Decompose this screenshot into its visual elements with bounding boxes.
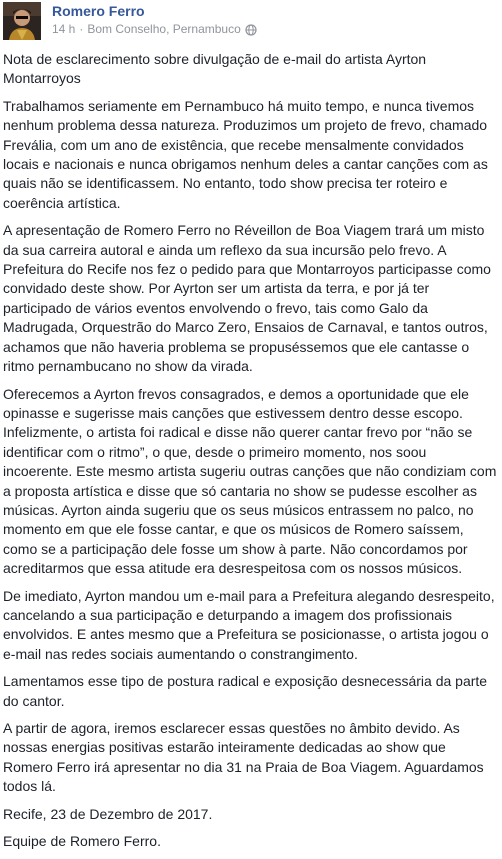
post-paragraph: Oferecemos a Ayrton frevos consagrados, e demos a oportunidade que ele opinasse e sugerisse mais canções que estivessem dentro desse escopo. Infelizmente, o artista foi radical e disse não querer cantar frevo por “não se identificar com o ritmo”, o que, desde o primeiro momento, nos soou incoerente. Este mesmo artista sugeriu outras canções que não condiziam com a proposta artística e disse que só cantaria no show se pudesse escolher as músicas. Ayrton ainda sugeriu que os seus músicos entrassem no palco, no momento em que ele fosse cantar, e que os músicos de Romero saíssem, como se a participação dele fosse um show à parte. Não concordamos por acreditarmos que essa atitude era desrespeitosa com os nossos músicos. <box>3 385 497 577</box>
post-header <box>0 0 502 44</box>
post-paragraph: Lamentamos esse tipo de postura radical e exposição desnecessária da parte do cantor. <box>3 673 488 709</box>
avatar-image <box>3 2 41 40</box>
post-paragraph: A partir de agora, iremos esclarecer essas questões no âmbito devido. As nossas energias positivas estarão inteiramente dedicadas ao show que Romero Ferro irá apresentar no dia 31 na Praia de Boa Viagem. Aguardamos todos lá. <box>3 720 484 795</box>
post-timestamp[interactable]: 14 h <box>52 22 76 36</box>
post-location-link[interactable]: Bom Conselho, Pernambuco <box>87 22 241 36</box>
meta-separator: · <box>79 22 84 36</box>
avatar[interactable] <box>3 2 41 40</box>
post-body <box>3 50 499 859</box>
post-paragraph: Trabalhamos seriamente em Pernambuco há muito tempo, e nunca tivemos nenhum problema dessa natureza. Produzimos um projeto de frevo, chamado Frevália, com um ano de existência, que recebe mensalmente convidados locais e nacionais e nunca obrigamos nenhum deles a cantar canções com as quais não se identificassem. No entanto, todo show precisa ter roteiro e coerência artística. <box>3 97 488 211</box>
post-paragraph: Nota de esclarecimento sobre divulgação de e-mail do artista Ayrton Montarroyos <box>3 51 427 87</box>
post-paragraph: De imediato, Ayrton mandou um e-mail para a Prefeitura alegando desrespeito, cancelando a sua participação e deturpando a imagem dos profissionais envolvidos. E antes mesmo que a Prefeitura se posicionasse, o artista jogou o e-mail nas redes sociais aumentando o constrangimento. <box>3 587 495 662</box>
globe-icon[interactable] <box>245 24 257 36</box>
post-paragraph: A apresentação de Romero Ferro no Réveillon de Boa Viagem trará um misto da sua carreira autoral e ainda um reflexo da sua incursão pelo frevo. A Prefeitura do Recife nos fez o pedido para que Montarroyos participasse como convidado deste show. Por Ayrton ser um artista da terra, e por já ter participado de vários eventos envolvendo o frevo, tais como Galo da Madrugada, Orquestrão do Marco Zero, Ensaios de Carnaval, e tantos outros, achamos que não haveria problema se propuséssemos que ele cantasse o ritmo pernambucano no show da virada. <box>3 222 491 375</box>
post-paragraph: Recife, 23 de Dezembro de 2017. <box>3 805 213 822</box>
post-meta <box>52 22 257 37</box>
author-name-link[interactable]: Romero Ferro <box>52 3 145 19</box>
post-paragraph: Equipe de Romero Ferro. <box>3 833 161 850</box>
